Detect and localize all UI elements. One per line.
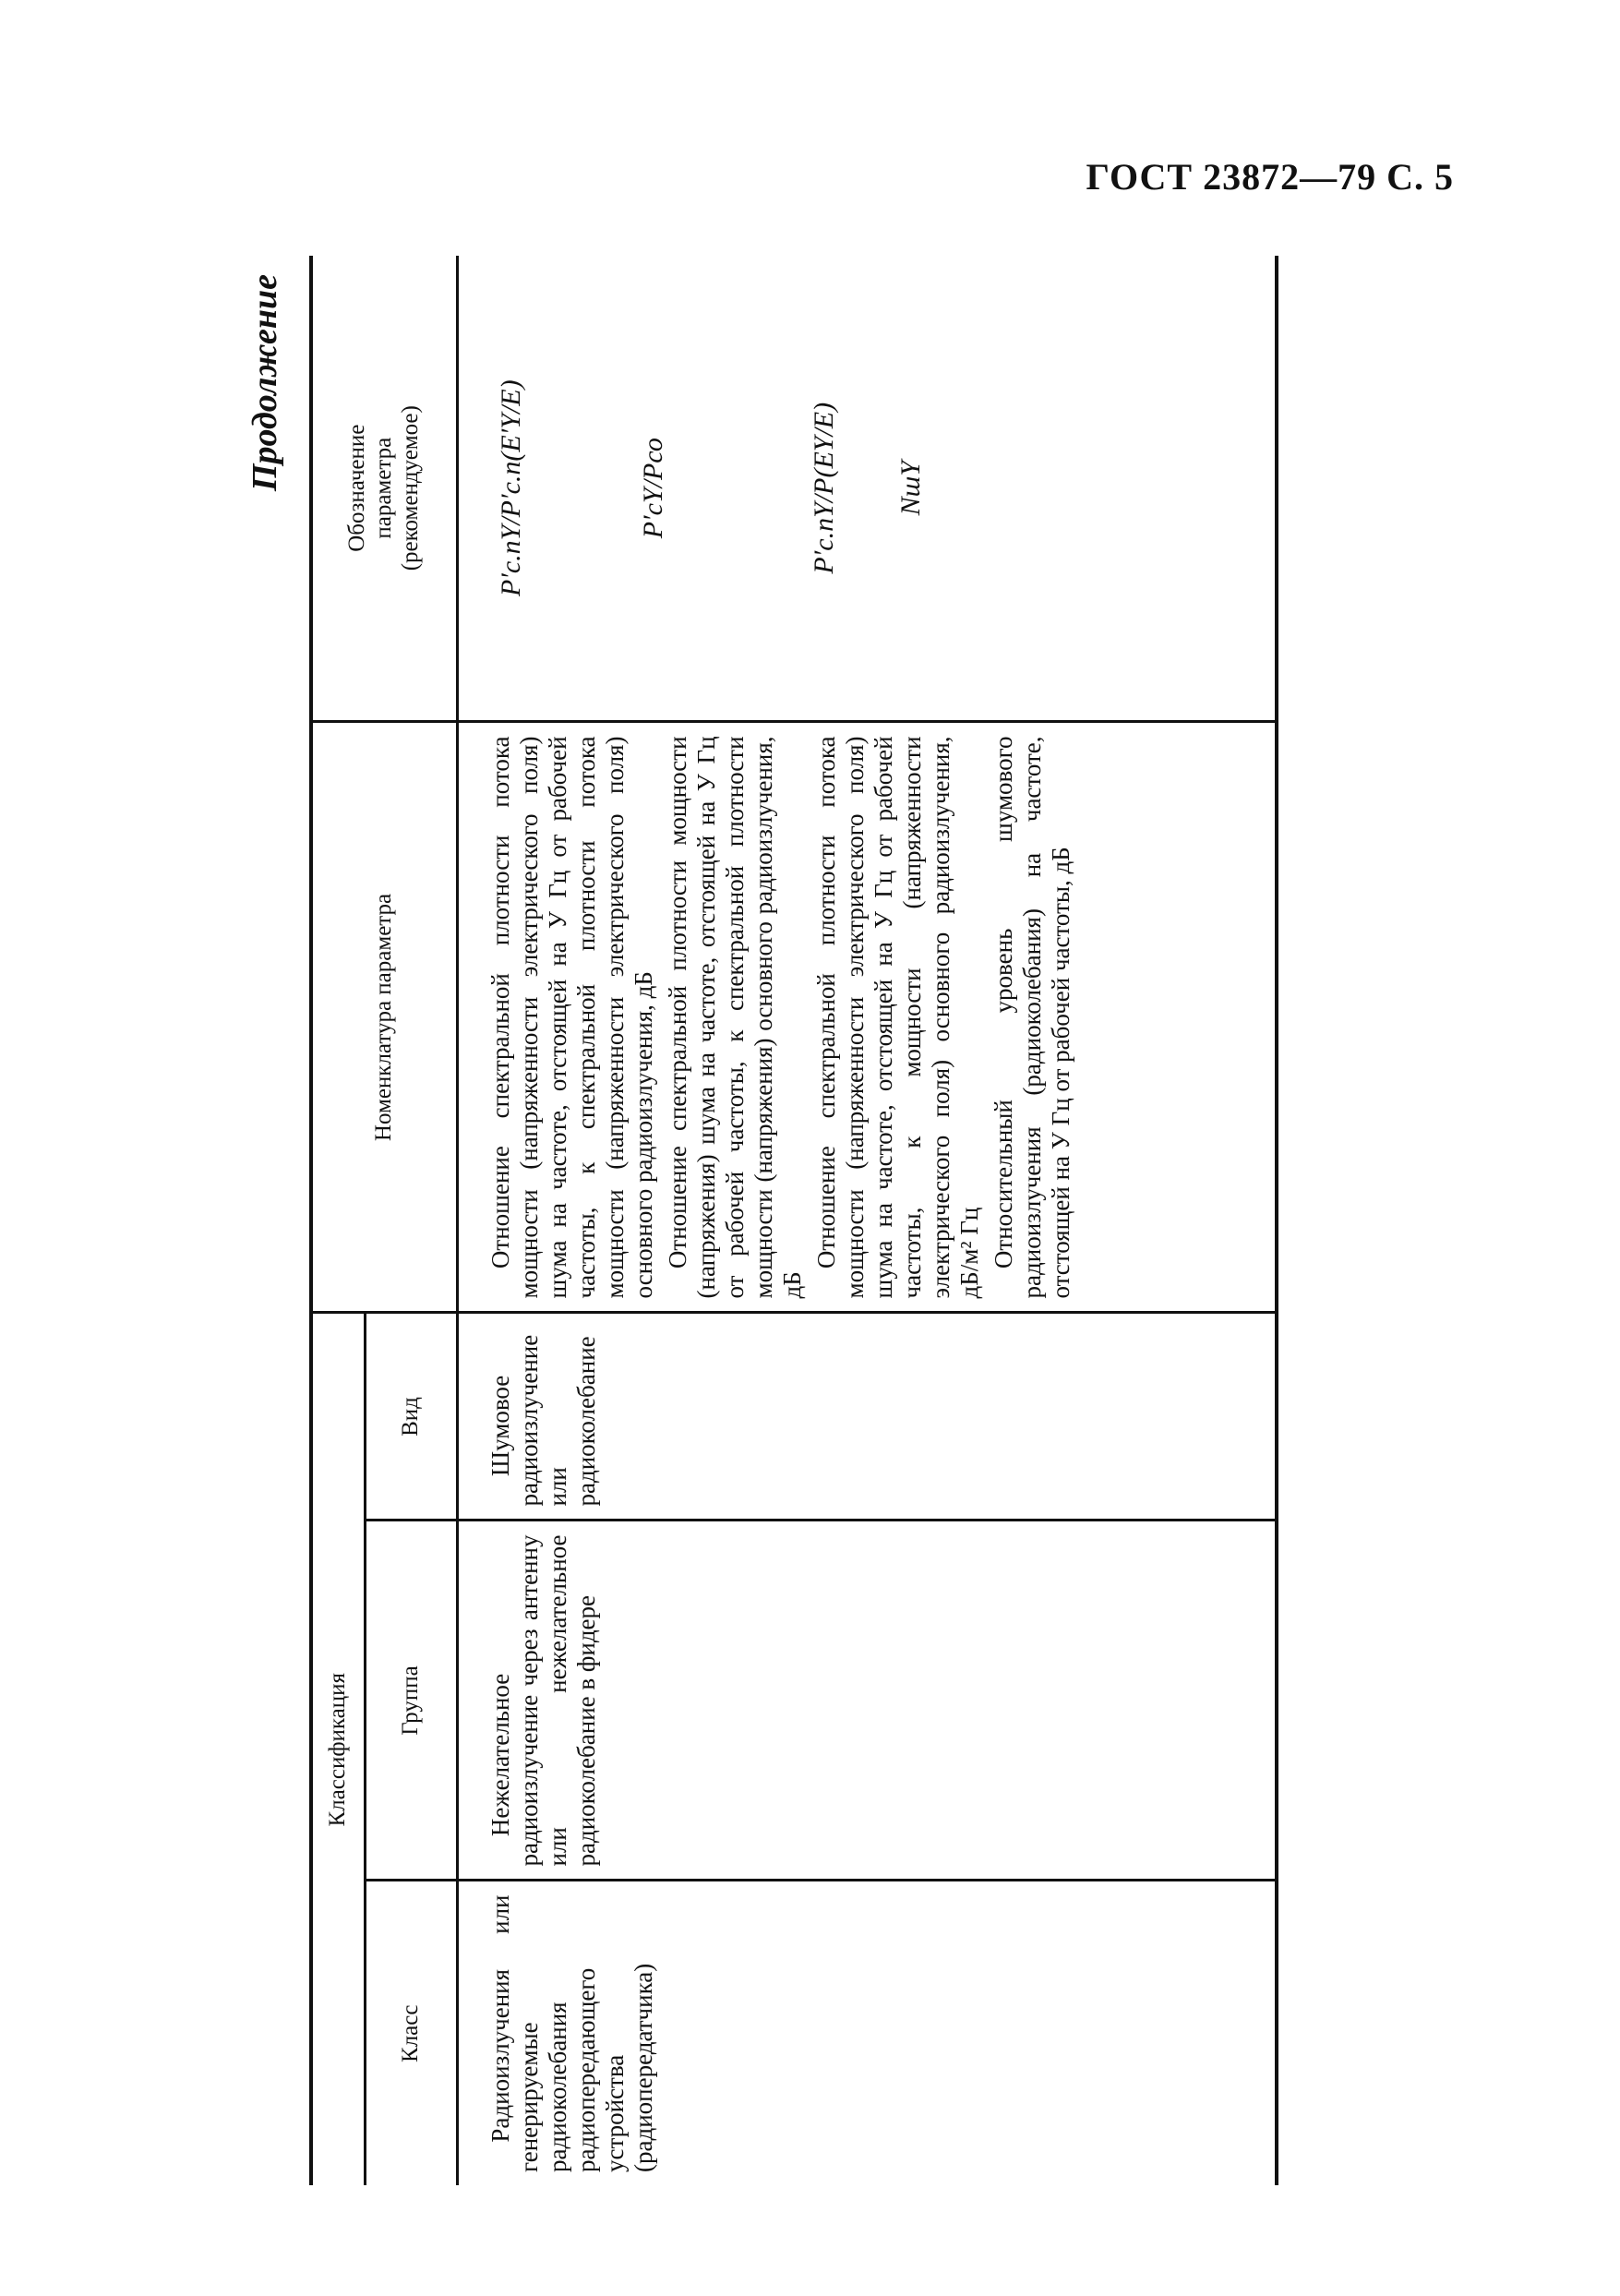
cell-notation	[457, 256, 1277, 722]
document-header: ГОСТ 23872—79 С. 5	[1086, 156, 1454, 198]
header-classification: Классификация	[311, 1313, 365, 2185]
param-2: Отношение спектральной плотности мощности (напряжения) шума на частоте, отстоящей на У Гц от рабочей частоты, к спектральной плотности мощности (напряжения) основного радиоизлучения, дБ	[663, 736, 806, 1299]
cell-nomenclature	[457, 722, 1277, 1313]
header-notation: Обозначение параметра (рекомендуемое)	[311, 256, 457, 722]
continuation-label: Продолжение	[246, 274, 284, 492]
group-text: Нежелательное радиоизлучение через антенну или нежелательное радиоколебание в фидере	[486, 1534, 600, 1867]
header-nomenclature: Номенклатура параметра	[311, 722, 457, 1313]
header-type: Вид	[365, 1313, 457, 1521]
type-text: Шумовое радиоизлучение или радиоколебание	[486, 1334, 600, 1507]
cell-class	[457, 1881, 1277, 2185]
header-class: Класс	[397, 2004, 423, 2062]
parameter-table	[309, 256, 1278, 2185]
cell-group	[457, 1521, 1277, 1881]
notation-3: P′с.пY/P(EY/E)	[808, 402, 839, 574]
param-1: Отношение спектральной плотности потока мощности (напряженности электрического поля) шума на частоте, отстоящей на У Гц от рабочей частоты, к спектральной плотности потока мощности (напряженности электрического поля) основного радиоизлучения, дБ	[486, 736, 657, 1299]
param-4: Относительный уровень шумового радиоизлучения (радиоколебания) на частоте, отстоящей на У Гц от рабочей частоты, дБ	[990, 736, 1075, 1299]
notation-1: P′с.пY/P′с.п(E′Y/E)	[495, 379, 526, 597]
class-text: Радиоизлучения или генерируемые радиоколебания радиопередающего устройства (радиопередатчика)	[486, 1894, 657, 2172]
notation-2: P′сY/Pсо	[638, 438, 668, 539]
param-3: Отношение спектральной плотности потока мощности (напряженности электрического поля) шума на частоте, отстоящей на У Гц от рабочей частоты, к мощности (напряженности электрического поля) основного радиоизлучения, дБ/м² Гц	[812, 736, 984, 1299]
notation-4: NшY	[895, 461, 926, 516]
cell-type	[457, 1313, 1277, 1521]
rotated-table-block	[245, 256, 1278, 2185]
header-group: Группа	[365, 1521, 457, 1881]
